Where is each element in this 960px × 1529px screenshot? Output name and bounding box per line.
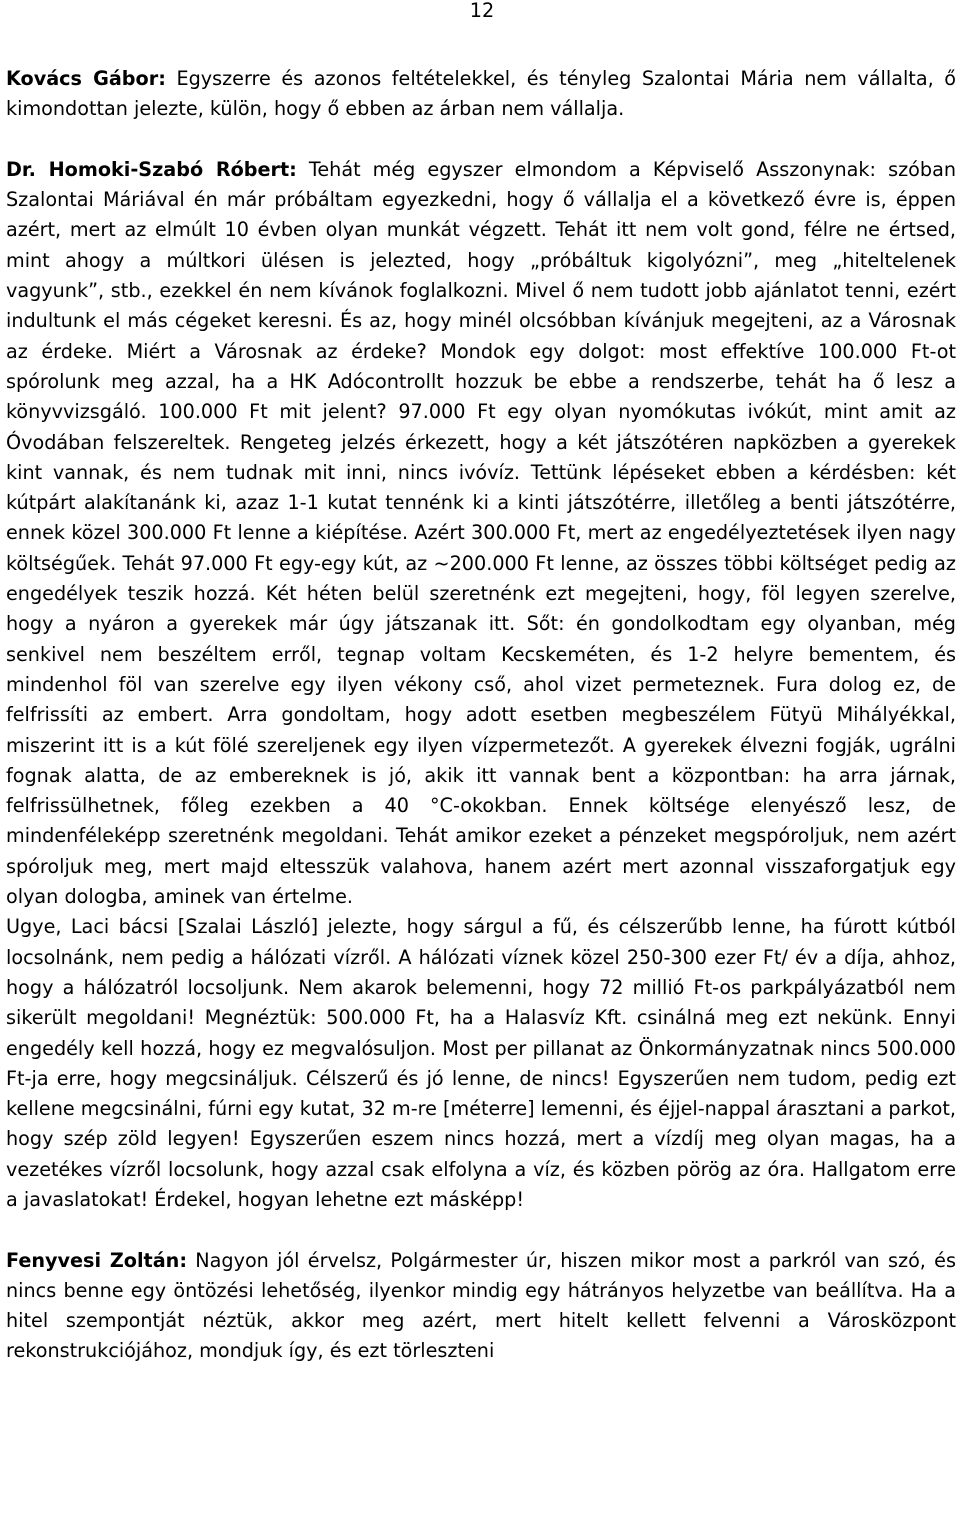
speaker-name: Kovács Gábor: <box>6 67 166 90</box>
paragraph-homoki-szabo-robert <box>6 155 956 912</box>
paragraph-fenyvesi-zoltan <box>6 1246 956 1367</box>
paragraph-text: Ugye, Laci bácsi [Szalai László] jelezte, hogy sárgul a fű, és célszerűbb lenne, ha fúrott kútból locsolnánk, nem pedig a hálózati vízről. A hálózati víznek közel 250-300 ezer Ft/ év a díja, ahhoz, hogy a hálózatról locsoljunk. Nem akarok belemenni, hogy 72 millió Ft-os parkpályázatból nem sikerült megoldani! Megnéztük: 500.000 Ft, ha a Halasvíz Kft. csinálná meg ezt nekünk. Ennyi engedély kell hozzá, hogy ez megvalósuljon. Most per pillanat az Önkormányzatnak nincs 500.000 Ft-ja erre, hogy megcsináljuk. Célszerű és jó lenne, de nincs! Egyszerűen nem tudom, pedig ezt kellene megcsinálni, fúrni egy kutat, 32 m-re [méterre] lemenni, és éjjel-nappal árasztani a parkot, hogy szép zöld legyen! Egyszerűen eszem nincs hozzá, mert a vízdíj meg olyan magas, ha a vezetékes vízről locsolunk, hogy azzal csak elfolyna a víz, és közben pörög az óra. Hallgatom erre a javaslatokat! Érdekel, hogyan lehetne ezt másképp! <box>6 915 956 1211</box>
document-body <box>6 64 956 1367</box>
page-number: 12 <box>469 0 495 22</box>
paragraph-kovacs-gabor <box>6 64 956 125</box>
paragraph-continuation <box>6 912 956 1215</box>
paragraph-text: Tehát még egyszer elmondom a Képviselő Asszonynak: szóban Szalontai Máriával én már próbáltam egyezkedni, hogy ő vállalja el a következő évre is, éppen azért, mert az elmúlt 10 évben olyan munkát végzett. Tehát itt nem volt gond, félre ne értsed, mint ahogy a múltkori ülésen is jelezted, hogy „próbáltuk kigolyózni”, meg „hiteltelenek vagyunk”, stb., ezekkel én nem kívánok foglalkozni. Mivel ő nem tudott jobb ajánlatot tenni, ezért indultunk el más cégeket keresni. És az, hogy minél olcsóbban kívánjuk megejteni, az a Városnak az érdeke. Miért a Városnak az érdeke? Mondok egy dolgot: most effektíve 100.000 Ft-ot spórolunk meg azzal, ha a HK Adócontrollt hozzuk be ebbe a rendszerbe, tehát ha ő lesz a könyvvizsgáló. 100.000 Ft mit jelent? 97.000 Ft egy olyan nyomókutas ivókút, mint amit az Óvodában felszereltek. Rengeteg jelzés érkezett, hogy a két játszótéren napközben a gyerekek kint vannak, és nem tudnak mit inni, nincs ivóvíz. Tettünk lépéseket ebben a kérdésben: két kútpárt alakítanánk ki, azaz 1-1 kutat tennénk ki a kinti játszótérre, illetőleg a benti játszótérre, ennek közel 300.000 Ft lenne a kiépítése. Azért 300.000 Ft, mert az engedélyeztetések ilyen nagy költségűek. Tehát 97.000 Ft egy-egy kút, az ~200.000 Ft lenne, az összes többi költséget pedig az engedélyek teszik hozzá. Két héten belül szeretnénk ezt megejteni, hogy, föl legyen szerelve, hogy a nyáron a gyerekek már úgy játszanak itt. Sőt: én gondolkodtam egy olyanban, még senkivel nem beszéltem erről, tegnap voltam Kecskeméten, és 1-2 helyre bementem, és mindenhol föl van szerelve egy ilyen vékony cső, ahol vizet permeteznek. Fura dolog ez, de felfrissíti az embert. Arra gondoltam, hogy adott esetben megbeszélem Fütyü Mihályékkal, miszerint itt is a kút fölé szereljenek egy ilyen vízpermetezőt. A gyerekek élvezni fogják, ugrálni fognak alatta, de az embereknek is jó, akik itt vannak bent a központban: ha arra járnak, felfrissülhetnek, főleg ezekben a 40 °C-okokban. Ennek költsége elenyésző lesz, de mindenféleképp szeretnénk megoldani. Tehát amikor ezeket a pénzeket megspóroljuk, nem azért spóroljuk meg, mert majd eltesszük valahova, hanem azért mert azonnal visszaforgatjuk egy olyan dologba, aminek van értelme. <box>6 157 956 909</box>
speaker-name: Dr. Homoki-Szabó Róbert: <box>6 157 297 181</box>
paragraph-text: Nagyon jól érvelsz, Polgármester úr, hiszen mikor most a parkról van szó, és nincs benne egy öntözési lehetőség, ilyenkor mindig egy hátrányos helyzetbe van beállítva. Ha a hitel szempontját néztük, akkor meg azért, mert hitelt kellett felvenni a Városközpont rekonstrukciójához, mondjuk így, és ezt törleszteni <box>6 1248 956 1363</box>
paragraph-text: Egyszerre és azonos feltételekkel, és tényleg Szalontai Mária nem vállalta, ő kimondottan jelezte, külön, hogy ő ebben az árban nem vállalja. <box>6 67 956 121</box>
speaker-name: Fenyvesi Zoltán: <box>6 1248 188 1272</box>
